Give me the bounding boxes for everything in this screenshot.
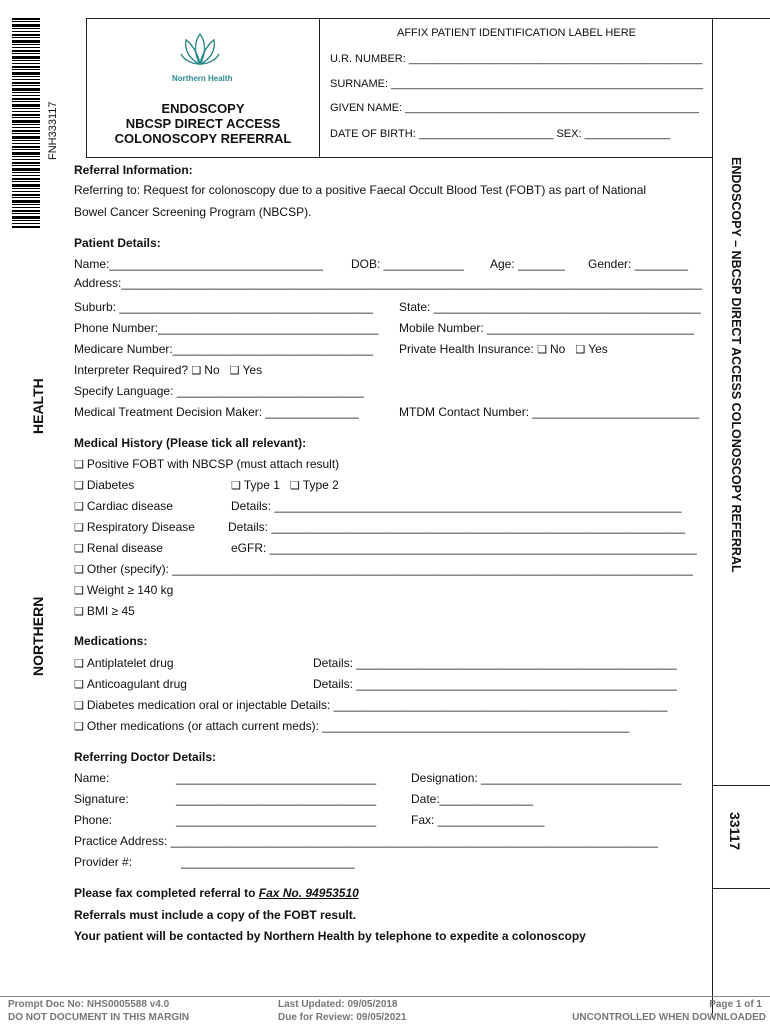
history-renal[interactable] xyxy=(74,541,163,555)
history-cardiac-label: Cardiac disease xyxy=(86,499,173,513)
given-name-field[interactable]: GIVEN NAME: ________________________________________________ xyxy=(330,102,699,114)
doctor-phone-label: Phone: xyxy=(74,813,113,827)
fax-instruction-text: Please fax completed referral to xyxy=(74,886,259,900)
last-updated: Last Updated: 09/05/2018 xyxy=(278,999,398,1010)
doctor-fax-field[interactable]: Fax: ________________ xyxy=(411,813,545,827)
interpreter-yes-checkbox[interactable]: ❑ xyxy=(229,365,240,377)
due-for-review: Due for Review: 09/05/2021 xyxy=(278,1012,407,1023)
margin-warning: DO NOT DOCUMENT IN THIS MARGIN xyxy=(8,1012,190,1023)
med-diabetes-label: Diabetes medication oral or injectable Details: __________________________________________________ xyxy=(86,698,668,712)
doctor-signature-field[interactable]: ______________________________ xyxy=(176,792,377,806)
interpreter-row xyxy=(74,363,262,377)
type1-label: Type 1 xyxy=(243,478,280,492)
org-word-northern: NORTHERN xyxy=(30,596,46,676)
history-resp-label: Respiratory Disease xyxy=(86,520,195,534)
patient-state-field[interactable]: State: ________________________________________ xyxy=(399,300,701,314)
referral-text-2: Bowel Cancer Screening Program (NBCSP). xyxy=(74,205,312,219)
patient-heading: Patient Details: xyxy=(74,236,161,250)
history-weight-label: Weight ≥ 140 kg xyxy=(86,583,174,597)
history-diabetes[interactable] xyxy=(74,478,134,492)
label-heading: AFFIX PATIENT IDENTIFICATION LABEL HERE xyxy=(397,27,636,39)
checkbox[interactable]: ❑ xyxy=(74,658,84,670)
patient-medicare-field[interactable]: Medicare Number:______________________________ xyxy=(74,342,373,356)
interpreter-no-label: No xyxy=(204,363,220,377)
referral-text-1: Referring to: Request for colonoscopy due to a positive Faecal Occult Blood Test (FOBT) as part of National xyxy=(74,183,647,197)
history-other-label: Other (specify): ______________________________________________________________________________ xyxy=(86,562,693,576)
diabetes-type-row xyxy=(231,478,339,492)
interpreter-label: Interpreter Required? xyxy=(74,363,189,377)
fax-number: Fax No. 94953510 xyxy=(258,886,359,900)
type2-checkbox[interactable]: ❑ xyxy=(289,480,300,492)
right-top-rule xyxy=(712,18,770,19)
history-other[interactable] xyxy=(74,562,693,576)
prompt-doc-no: Prompt Doc No: NHS0005588 v4.0 xyxy=(8,999,170,1010)
history-fobt[interactable] xyxy=(74,457,339,471)
checkbox[interactable]: ❑ xyxy=(74,522,84,534)
language-field[interactable]: Specify Language: ____________________________ xyxy=(74,384,364,398)
logo-text: Northern Health xyxy=(172,74,233,83)
provider-label: Provider #: xyxy=(74,855,133,869)
history-bmi[interactable] xyxy=(74,604,135,618)
history-resp[interactable] xyxy=(74,520,195,534)
uncontrolled-notice: UNCONTROLLED WHEN DOWNLOADED xyxy=(572,1012,766,1023)
footer-rule xyxy=(0,996,770,997)
type2-label: Type 2 xyxy=(302,478,339,492)
right-code: 33117 xyxy=(727,812,743,851)
practice-address-field[interactable]: Practice Address: _________________________________________________________________________ xyxy=(74,834,658,848)
doctor-designation-field[interactable]: Designation: ______________________________ xyxy=(411,771,682,785)
renal-egfr-field[interactable]: eGFR: ________________________________________________________________ xyxy=(231,541,697,555)
fobt-copy-instruction: Referrals must include a copy of the FOBT result. xyxy=(74,908,357,922)
checkbox[interactable]: ❑ xyxy=(74,459,84,471)
patient-address-field[interactable]: Address:_______________________________________________________________________________________ xyxy=(74,276,702,290)
checkbox[interactable]: ❑ xyxy=(74,543,84,555)
med-other-label: Other medications (or attach current meds): ______________________________________________ xyxy=(86,719,630,733)
mtdm-contact-field[interactable]: MTDM Contact Number: _________________________ xyxy=(399,405,700,419)
med-anticoag-label: Anticoagulant drug xyxy=(86,677,187,691)
contact-instruction: Your patient will be contacted by Northern Health by telephone to expedite a colonoscopy xyxy=(74,929,586,943)
private-health-no-label: No xyxy=(549,342,566,356)
checkbox[interactable]: ❑ xyxy=(74,585,84,597)
cardiac-details-field[interactable]: Details: _____________________________________________________________ xyxy=(231,499,682,513)
interpreter-no-checkbox[interactable]: ❑ xyxy=(191,365,202,377)
type1-checkbox[interactable]: ❑ xyxy=(231,480,241,492)
history-fobt-label: Positive FOBT with NBCSP (must attach result) xyxy=(86,457,340,471)
doctor-name-field[interactable]: ______________________________ xyxy=(176,771,377,785)
right-separator xyxy=(712,785,770,786)
history-heading: Medical History (Please tick all relevant): xyxy=(74,436,307,450)
med-antiplatelet[interactable] xyxy=(74,656,174,670)
patient-gender-field[interactable]: Gender: ________ xyxy=(588,257,689,271)
ur-number-field[interactable]: U.R. NUMBER: ________________________________________________ xyxy=(330,53,703,65)
private-health-no-checkbox[interactable]: ❑ xyxy=(537,344,547,356)
patient-age-field[interactable]: Age: _______ xyxy=(490,257,565,271)
checkbox[interactable]: ❑ xyxy=(74,700,84,712)
northern-health-logo-icon xyxy=(180,30,220,72)
resp-details-field[interactable]: Details: ______________________________________________________________ xyxy=(228,520,686,534)
history-cardiac[interactable] xyxy=(74,499,173,513)
dob-sex-field[interactable]: DATE OF BIRTH: ______________________ SEX: ______________ xyxy=(330,128,671,140)
checkbox[interactable]: ❑ xyxy=(74,501,84,513)
mtdm-field[interactable]: Medical Treatment Decision Maker: ______________ xyxy=(74,405,359,419)
history-weight[interactable] xyxy=(74,583,173,597)
med-antiplatelet-label: Antiplatelet drug xyxy=(86,656,174,670)
doctor-phone-field[interactable]: ______________________________ xyxy=(176,813,377,827)
checkbox[interactable]: ❑ xyxy=(74,480,84,492)
checkbox[interactable]: ❑ xyxy=(74,564,84,576)
form-title-line2: NBCSP DIRECT ACCESS xyxy=(125,116,281,131)
right-title: ENDOSCOPY – NBCSP DIRECT ACCESS COLONOSCOPY REFERRAL xyxy=(729,157,743,573)
page-number: Page 1 of 1 xyxy=(709,999,762,1010)
med-other[interactable] xyxy=(74,719,629,733)
doctor-name-label: Name: xyxy=(74,771,110,785)
patient-dob-field[interactable]: DOB: ____________ xyxy=(351,257,464,271)
checkbox[interactable]: ❑ xyxy=(74,679,84,691)
fax-instruction xyxy=(74,886,359,900)
med-diabetes[interactable] xyxy=(74,698,667,712)
barcode xyxy=(12,18,40,228)
private-health-yes-checkbox[interactable]: ❑ xyxy=(575,344,586,356)
private-health-yes-label: Yes xyxy=(588,342,608,356)
history-renal-label: Renal disease xyxy=(86,541,163,555)
anticoag-details-field[interactable]: Details: ________________________________________________ xyxy=(313,677,677,691)
doctor-signature-label: Signature: xyxy=(74,792,129,806)
form-title-line3: COLONOSCOPY REFERRAL xyxy=(114,131,292,146)
private-health-row xyxy=(399,342,608,356)
private-health-label: Private Health Insurance: xyxy=(399,342,534,356)
doc-code: FNH333117 xyxy=(47,101,59,160)
patient-phone-field[interactable]: Phone Number:_________________________________ xyxy=(74,321,379,335)
patient-mobile-field[interactable]: Mobile Number: _______________________________ xyxy=(399,321,694,335)
checkbox[interactable]: ❑ xyxy=(74,606,84,618)
form-title-line1: ENDOSCOPY xyxy=(161,101,245,116)
doctor-date-field[interactable]: Date:______________ xyxy=(411,792,534,806)
surname-field[interactable]: SURNAME: ___________________________________________________ xyxy=(330,78,704,90)
medications-heading: Medications: xyxy=(74,634,148,648)
referral-heading: Referral Information: xyxy=(74,163,193,177)
right-column-rule xyxy=(712,18,713,1018)
antiplatelet-details-field[interactable]: Details: ________________________________________________ xyxy=(313,656,677,670)
patient-name-field[interactable]: Name:________________________________ xyxy=(74,257,323,271)
checkbox[interactable]: ❑ xyxy=(74,721,84,733)
doctor-heading: Referring Doctor Details: xyxy=(74,750,217,764)
right-separator-2 xyxy=(712,888,770,889)
provider-field[interactable]: __________________________ xyxy=(181,855,355,869)
med-anticoag[interactable] xyxy=(74,677,187,691)
history-bmi-label: BMI ≥ 45 xyxy=(86,604,135,618)
patient-suburb-field[interactable]: Suburb: ______________________________________ xyxy=(74,300,373,314)
interpreter-yes-label: Yes xyxy=(242,363,263,377)
history-diabetes-label: Diabetes xyxy=(86,478,135,492)
org-word-health: HEALTH xyxy=(30,378,46,434)
